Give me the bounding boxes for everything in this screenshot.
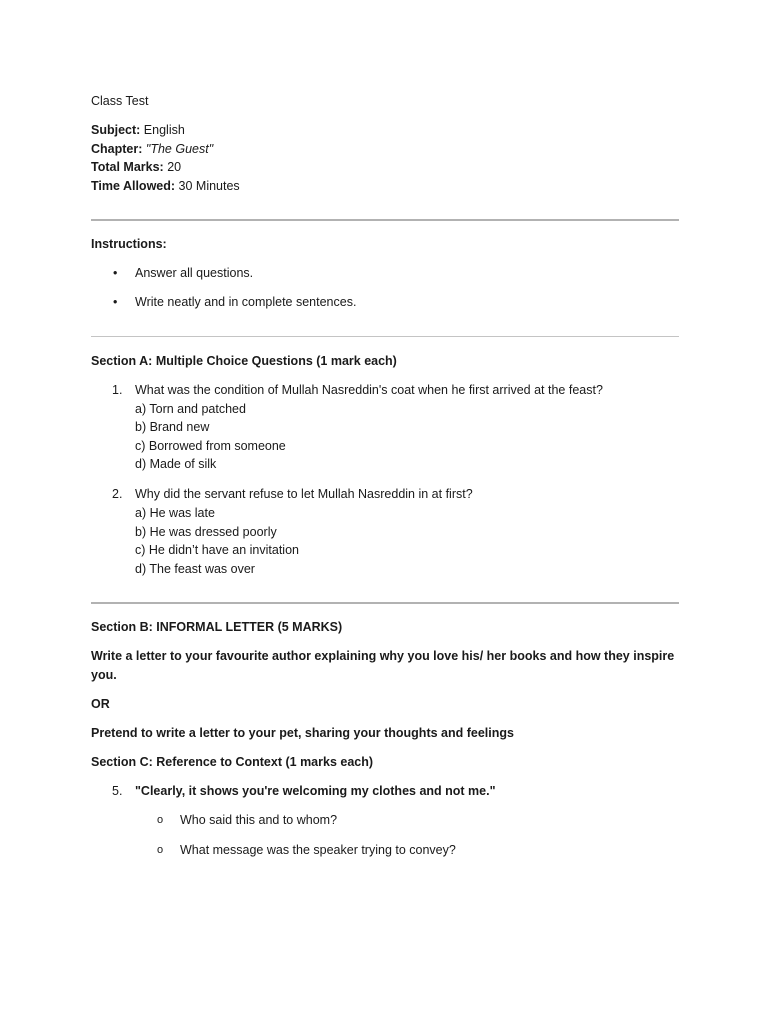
option-text: a) Torn and patched: [135, 402, 246, 416]
letter-prompt-1-line1: Write a letter to your favourite author explaining why you love his/ her books and how they inspire: [91, 649, 675, 663]
option-text: c) He didn’t have an invitation: [135, 543, 299, 557]
quote-text: "Clearly, it shows you're welcoming my clothes and not me.": [135, 784, 496, 798]
question-number: 5.: [112, 784, 123, 798]
test-title: Class Test: [91, 94, 149, 108]
total-marks-label: Total Marks:: [91, 160, 164, 174]
instruction-text: Write neatly and in complete sentences.: [135, 295, 357, 309]
divider: [91, 336, 679, 337]
option-text: b) Brand new: [135, 420, 210, 434]
bullet-icon: •: [113, 266, 118, 280]
question-text: What was the condition of Mullah Nasreddin's coat when he first arrived at the feast?: [135, 383, 603, 397]
option-text: c) Borrowed from someone: [135, 439, 286, 453]
letter-prompt-1-line2: you.: [91, 668, 117, 682]
instructions-heading: [91, 235, 679, 254]
letter-prompt-2-text: Pretend to write a letter to your pet, sharing your thoughts and feelings: [91, 726, 514, 740]
circle-bullet-icon: o: [157, 844, 164, 856]
chapter-value: "The Guest": [145, 142, 214, 156]
divider: [91, 219, 679, 221]
instructions-heading-text: Instructions:: [91, 237, 167, 251]
divider: [91, 602, 679, 604]
option-text: d) The feast was over: [135, 562, 255, 576]
section-b-heading: [91, 618, 679, 637]
subject-line: [91, 121, 679, 140]
chapter-line: [91, 140, 679, 159]
sub-question-text: Who said this and to whom?: [180, 813, 338, 827]
section-a-heading: [91, 352, 679, 371]
letter-prompt-1-cont: [91, 666, 679, 685]
section-a-heading-text: Section A: Multiple Choice Questions (1 mark each): [91, 354, 397, 368]
time-allowed-line: [91, 177, 679, 196]
total-marks-line: [91, 158, 679, 177]
option-text: b) He was dressed poorly: [135, 525, 277, 539]
time-allowed-value: 30 Minutes: [178, 179, 240, 193]
question-number: 2.: [112, 487, 123, 501]
subject-value: English: [143, 123, 185, 137]
total-marks-value: 20: [167, 160, 182, 174]
section-c-heading: [91, 753, 679, 772]
bullet-icon: •: [113, 295, 118, 309]
subject-label: Subject:: [91, 123, 141, 137]
or-text: OR: [91, 697, 110, 711]
time-allowed-label: Time Allowed:: [91, 179, 176, 193]
sub-question-text: What message was the speaker trying to convey?: [180, 843, 456, 857]
letter-prompt-2: [91, 724, 679, 743]
or-separator: [91, 695, 679, 714]
option-text: a) He was late: [135, 506, 215, 520]
option-text: d) Made of silk: [135, 457, 217, 471]
chapter-label: Chapter:: [91, 142, 143, 156]
instruction-text: Answer all questions.: [135, 266, 254, 280]
question-number: 1.: [112, 383, 123, 397]
question-text: Why did the servant refuse to let Mullah Nasreddin in at first?: [135, 487, 473, 501]
section-c-heading-text: Section C: Reference to Context (1 marks each): [91, 755, 374, 769]
section-b-heading-text: Section B: INFORMAL LETTER (5 MARKS): [91, 620, 343, 634]
circle-bullet-icon: o: [157, 814, 164, 826]
letter-prompt-1: [91, 647, 679, 666]
